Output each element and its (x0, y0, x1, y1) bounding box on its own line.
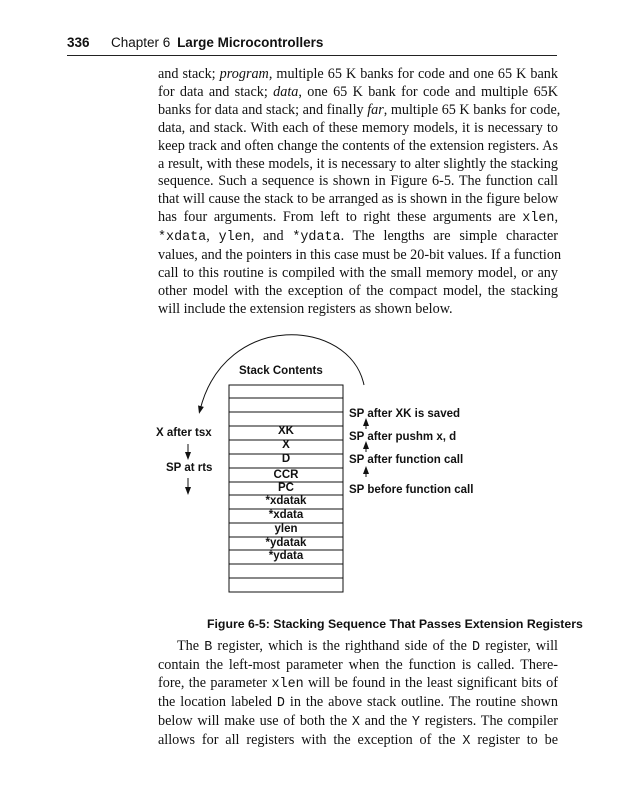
stack-cell: CCR (273, 469, 299, 481)
stack-cell: *xdatak (265, 495, 307, 507)
sp-after-pushm-label: SP after pushm x, d (349, 431, 457, 443)
chapter-title: Large Microcontrollers (177, 35, 324, 50)
stack-cell: PC (278, 482, 294, 494)
stack-cell: D (281, 453, 291, 465)
stack-cell: *ydatak (265, 537, 307, 549)
stack-cell: ylen (274, 523, 298, 535)
stack-cell: *xdata (268, 509, 304, 521)
sp-after-call-label: SP after function call (349, 454, 464, 466)
sp-after-xk-label: SP after XK is saved (349, 408, 461, 420)
chapter-label: Chapter 6 Large Microcontrollers (111, 35, 324, 50)
stack-cell: X (282, 439, 290, 451)
stack-cell: *ydata (268, 550, 304, 562)
x-after-tsx-label: X after tsx (156, 427, 212, 439)
sp-at-rts-label: SP at rts (166, 462, 213, 474)
stack-title: Stack Contents (239, 365, 323, 377)
sp-before-call-label: SP before function call (349, 484, 474, 496)
body-paragraph-1: and stack; program, multiple 65 K banks for code and one 65 K bank for data and stack; data, one 65 K bank for code and multiple 65K banks for data and stack; and finally far, multiple 65 K banks for code, data, and stack. With each of these memory models, it is necessary to keep track and often change the contents of the extension registers. As a result, with these models, it is necessary to alter slightly the stacking sequence. Such a sequence is shown in Figure 6-5. The function call that will cause the stack to be arranged as is shown in the figure below has four arguments. From left to right these arguments are xlen, *xdata, ylen, and *ydata. The lengths are simple character values, and the pointers in this case must be 20-bit values. If a function call to this routine is compiled with the small memory model, or any other model with the exception of the compact model, the stacking will include the extension registers as shown below. (158, 66, 562, 317)
page-number: 336 (67, 35, 90, 50)
body-paragraph-2: The B register, which is the righthand side of the D register, will contain the left-most parameter when the function is called. There- fore, the parameter xlen will be found in the least significant bits of the location labeled D in the above stack outline. The routine shown below will make use of both the X and the Y registers. The compiler allows for all registers with the exception of the X register to be (158, 638, 559, 749)
stack-cell: XK (278, 425, 294, 437)
figure-caption: Figure 6-5: Stacking Sequence That Passes Extension Registers (207, 617, 583, 631)
